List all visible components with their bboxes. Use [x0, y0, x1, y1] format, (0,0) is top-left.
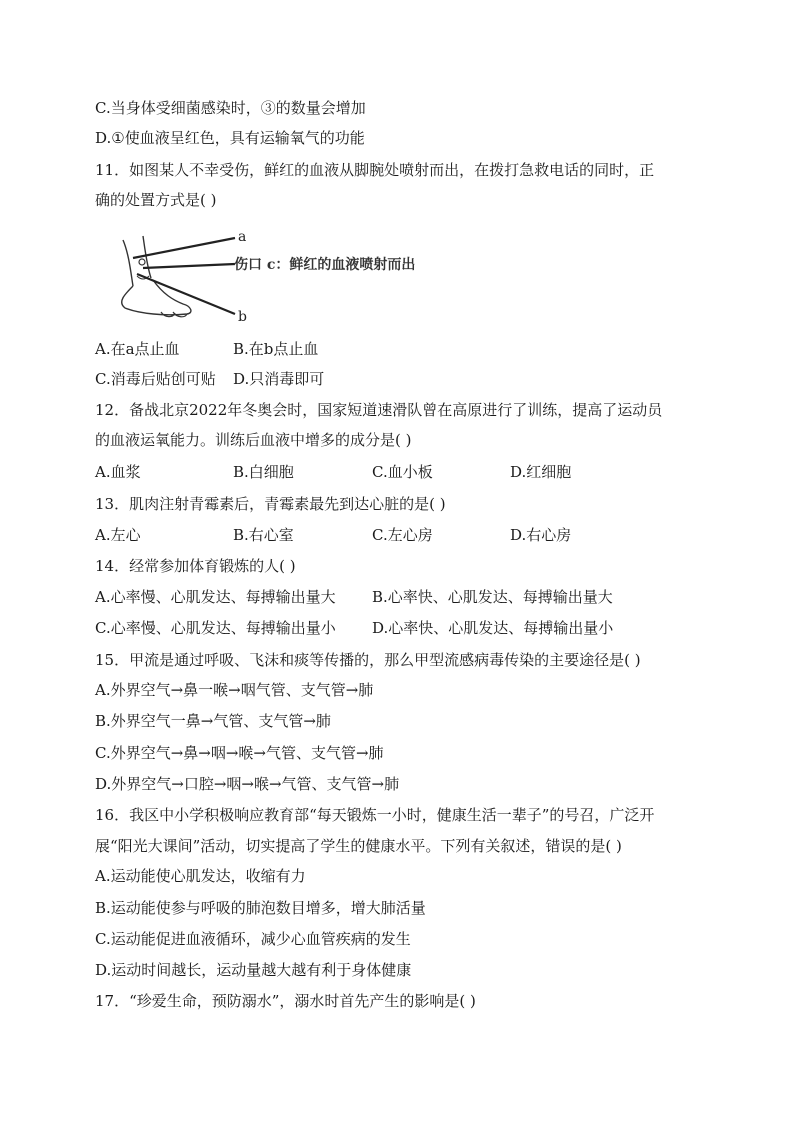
q15-stem: 15．甲流是通过呼吸、飞沫和痰等传播的，那么甲型流感病毒传染的主要途径是( ) [95, 651, 641, 669]
q14-option-c: C.心率慢、心肌发达、每搏输出量小 [95, 619, 336, 637]
q10-option-c: C.当身体受细菌感染时，③的数量会增加 [95, 99, 366, 117]
q14-option-d: D.心率快、心肌发达、每搏输出量小 [372, 619, 614, 637]
q13-option-d: D.右心房 [510, 526, 572, 544]
q15-option-c: C.外界空气→鼻→咽→喉→气管、支气管→肺 [95, 744, 384, 762]
q14-stem: 14．经常参加体育锻炼的人( ) [95, 557, 296, 575]
figure-label-b: b [238, 309, 247, 325]
injured-foot-figure [95, 228, 455, 328]
q11-stem-line1: 11．如图某人不幸受伤，鲜红的血液从脚腕处喷射而出，在拨打急救电话的同时，正 [95, 161, 655, 179]
q15-option-d: D.外界空气→口腔→咽→喉→气管、支气管→肺 [95, 775, 400, 793]
q14-option-a: A.心率慢、心肌发达、每搏输出量大 [95, 588, 336, 606]
q15-option-b: B.外界空气一鼻→气管、支气管→肺 [95, 712, 331, 730]
q12-stem-line1: 12．备战北京2022年冬奥会时，国家短道速滑队曾在高原进行了训练，提高了运动员 [95, 401, 663, 419]
q11-option-c: C.消毒后贴创可贴 [95, 370, 216, 388]
figure-caption: 伤口 c：鲜红的血液喷射而出 [234, 257, 416, 273]
q16-option-d: D.运动时间越长，运动量越大越有利于身体健康 [95, 961, 412, 979]
q13-stem: 13．肌肉注射青霉素后，青霉素最先到达心脏的是( ) [95, 495, 446, 513]
q12-option-a: A.血浆 [95, 463, 141, 481]
q12-option-b: B.白细胞 [233, 463, 294, 481]
q14-option-b: B.心率快、心肌发达、每搏输出量大 [372, 588, 613, 606]
foot-illustration [95, 228, 455, 328]
q16-stem-line1: 16．我区中小学积极响应教育部“每天锻炼一小时，健康生活一辈子”的号召，广泛开 [95, 806, 655, 824]
q16-option-b: B.运动能使参与呼吸的肺泡数目增多，增大肺活量 [95, 899, 426, 917]
q13-option-c: C.左心房 [372, 526, 433, 544]
q12-option-d: D.红细胞 [510, 463, 572, 481]
q16-option-a: A.运动能使心肌发达，收缩有力 [95, 867, 306, 885]
q13-option-a: A.左心 [95, 526, 141, 544]
q11-stem-line2: 确的处置方式是( ) [95, 191, 217, 209]
q10-option-d: D.①使血液呈红色，具有运输氧气的功能 [95, 129, 365, 147]
q16-stem-line2: 展“阳光大课间”活动，切实提高了学生的健康水平。下列有关叙述，错误的是( ) [95, 837, 622, 855]
q15-option-a: A.外界空气→鼻一喉→咽气管、支气管→肺 [95, 681, 374, 699]
figure-label-a: a [238, 229, 247, 245]
q12-option-c: C.血小板 [372, 463, 433, 481]
q11-option-b: B.在b点止血 [233, 340, 319, 358]
q12-stem-line2: 的血液运氧能力。训练后血液中增多的成分是( ) [95, 431, 412, 449]
q11-option-d: D.只消毒即可 [233, 370, 325, 388]
q16-option-c: C.运动能促进血液循环，减少心血管疾病的发生 [95, 930, 411, 948]
q13-option-b: B.右心室 [233, 526, 294, 544]
q11-option-a: A.在a点止血 [95, 340, 180, 358]
q17-stem: 17．“珍爱生命，预防溺水”，溺水时首先产生的影响是( ) [95, 992, 476, 1010]
